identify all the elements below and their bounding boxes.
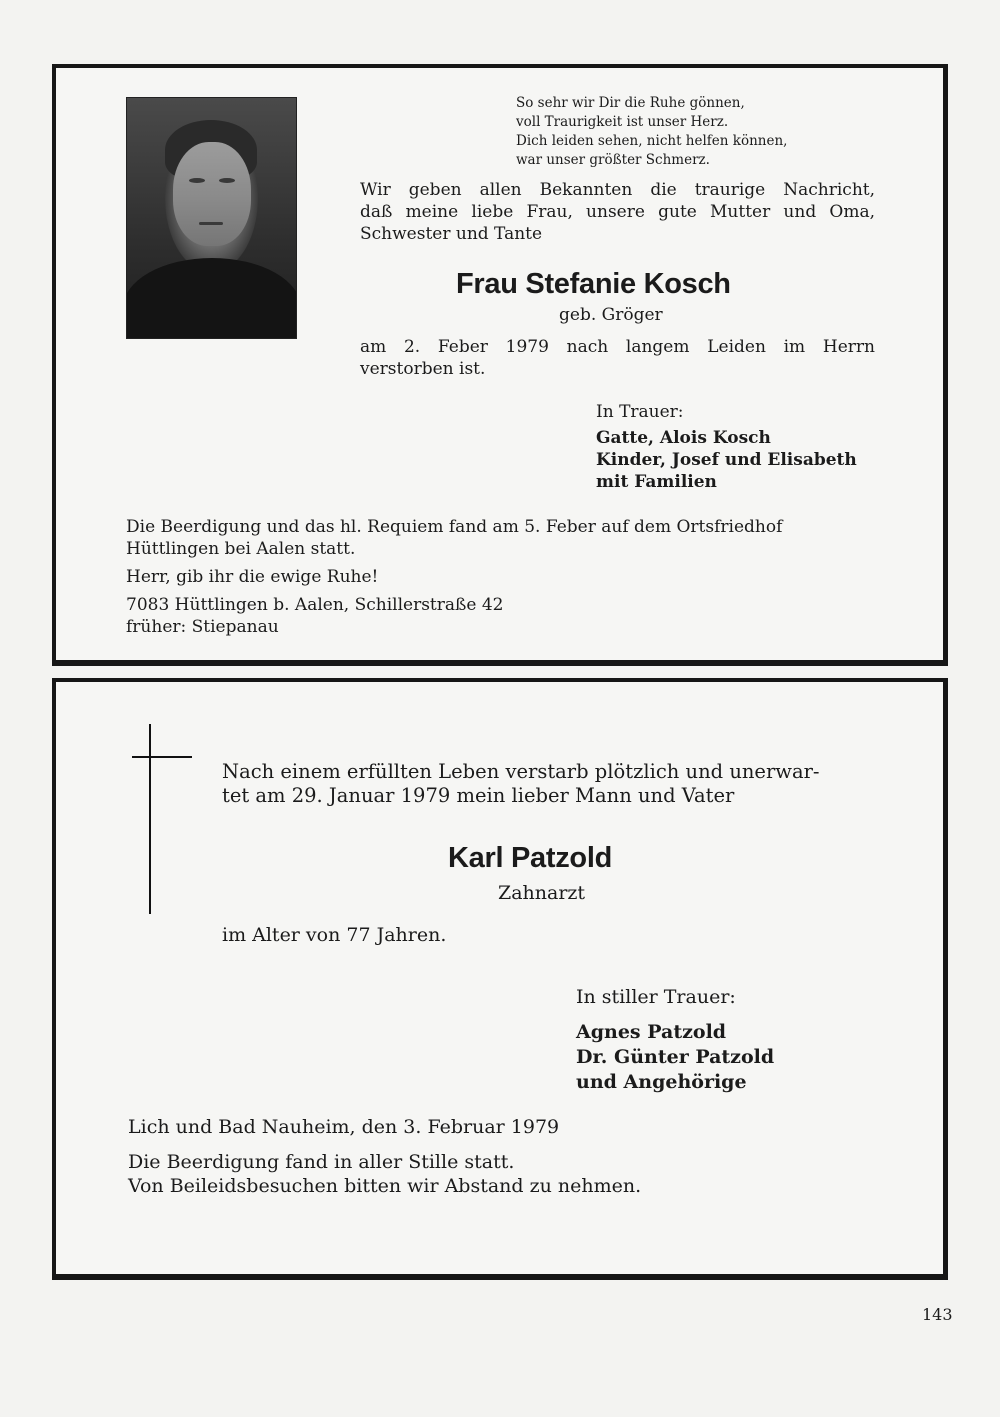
closing-remarks: [128, 1150, 641, 1198]
obituary-notice-patzold: [52, 678, 948, 1280]
prayer-line: Herr, gib ihr die ewige Ruhe!: [126, 567, 379, 587]
memorial-poem: [516, 94, 787, 170]
portrait-photo: [126, 97, 297, 339]
intro-line: Schwester und Tante: [360, 224, 543, 244]
obituary-notice-kosch: [52, 64, 948, 666]
mourners-list: [576, 1020, 774, 1095]
age-statement: im Alter von 77 Jahren.: [222, 924, 447, 946]
funeral-line: Die Beerdigung und das hl. Requiem fand am 5. Feber auf dem Ortsfriedhof: [126, 517, 783, 537]
funeral-info: [126, 516, 782, 560]
mourner: und Angehörige: [576, 1071, 747, 1093]
mourners-list: [596, 427, 857, 493]
mourner: Gatte, Alois Kosch: [596, 428, 771, 448]
death-line: am 2. Feber 1979 nach langem Leiden im Herrn: [360, 337, 875, 357]
funeral-line: Die Beerdigung fand in aller Stille statt.: [128, 1151, 515, 1173]
poem-line: Dich leiden sehen, nicht helfen können,: [516, 133, 788, 149]
cross-icon: [149, 724, 151, 914]
announcement-intro: [360, 179, 875, 245]
deceased-name: Frau Stefanie Kosch: [456, 268, 731, 300]
page-number: 143: [922, 1305, 953, 1324]
intro-line: daß meine liebe Frau, unsere gute Mutter und Oma,: [360, 202, 875, 222]
mourning-label: In Trauer:: [596, 402, 684, 422]
condolence-line: Von Beileidsbesuchen bitten wir Abstand zu nehmen.: [128, 1175, 642, 1197]
former-residence: früher: Stiepanau: [126, 617, 279, 637]
intro-line: Nach einem erfüllten Leben verstarb plötzlich und unerwar-: [222, 760, 820, 783]
mourner: Kinder, Josef und Elisabeth: [596, 450, 857, 470]
death-statement: [360, 336, 875, 380]
mourner: mit Familien: [596, 472, 717, 492]
mourner: Agnes Patzold: [576, 1021, 727, 1043]
mourning-label: In stiller Trauer:: [576, 986, 736, 1008]
maiden-name: geb. Gröger: [559, 305, 663, 325]
poem-line: voll Traurigkeit ist unser Herz.: [516, 114, 729, 130]
funeral-line: Hüttlingen bei Aalen statt.: [126, 539, 356, 559]
poem-line: war unser größter Schmerz.: [516, 152, 710, 168]
address-line: 7083 Hüttlingen b. Aalen, Schillerstraße 42: [126, 595, 504, 615]
cross-icon-bar: [132, 756, 192, 758]
mourner: Dr. Günter Patzold: [576, 1046, 775, 1068]
profession: Zahnarzt: [498, 882, 586, 904]
poem-line: So sehr wir Dir die Ruhe gönnen,: [516, 95, 745, 111]
intro-line: Wir geben allen Bekannten die traurige Nachricht,: [360, 180, 875, 200]
intro-line: tet am 29. Januar 1979 mein lieber Mann und Vater: [222, 784, 735, 807]
deceased-name: Karl Patzold: [448, 842, 612, 874]
death-line: verstorben ist.: [360, 359, 486, 379]
place-date: Lich und Bad Nauheim, den 3. Februar 1979: [128, 1116, 560, 1138]
announcement-intro: [222, 760, 820, 808]
